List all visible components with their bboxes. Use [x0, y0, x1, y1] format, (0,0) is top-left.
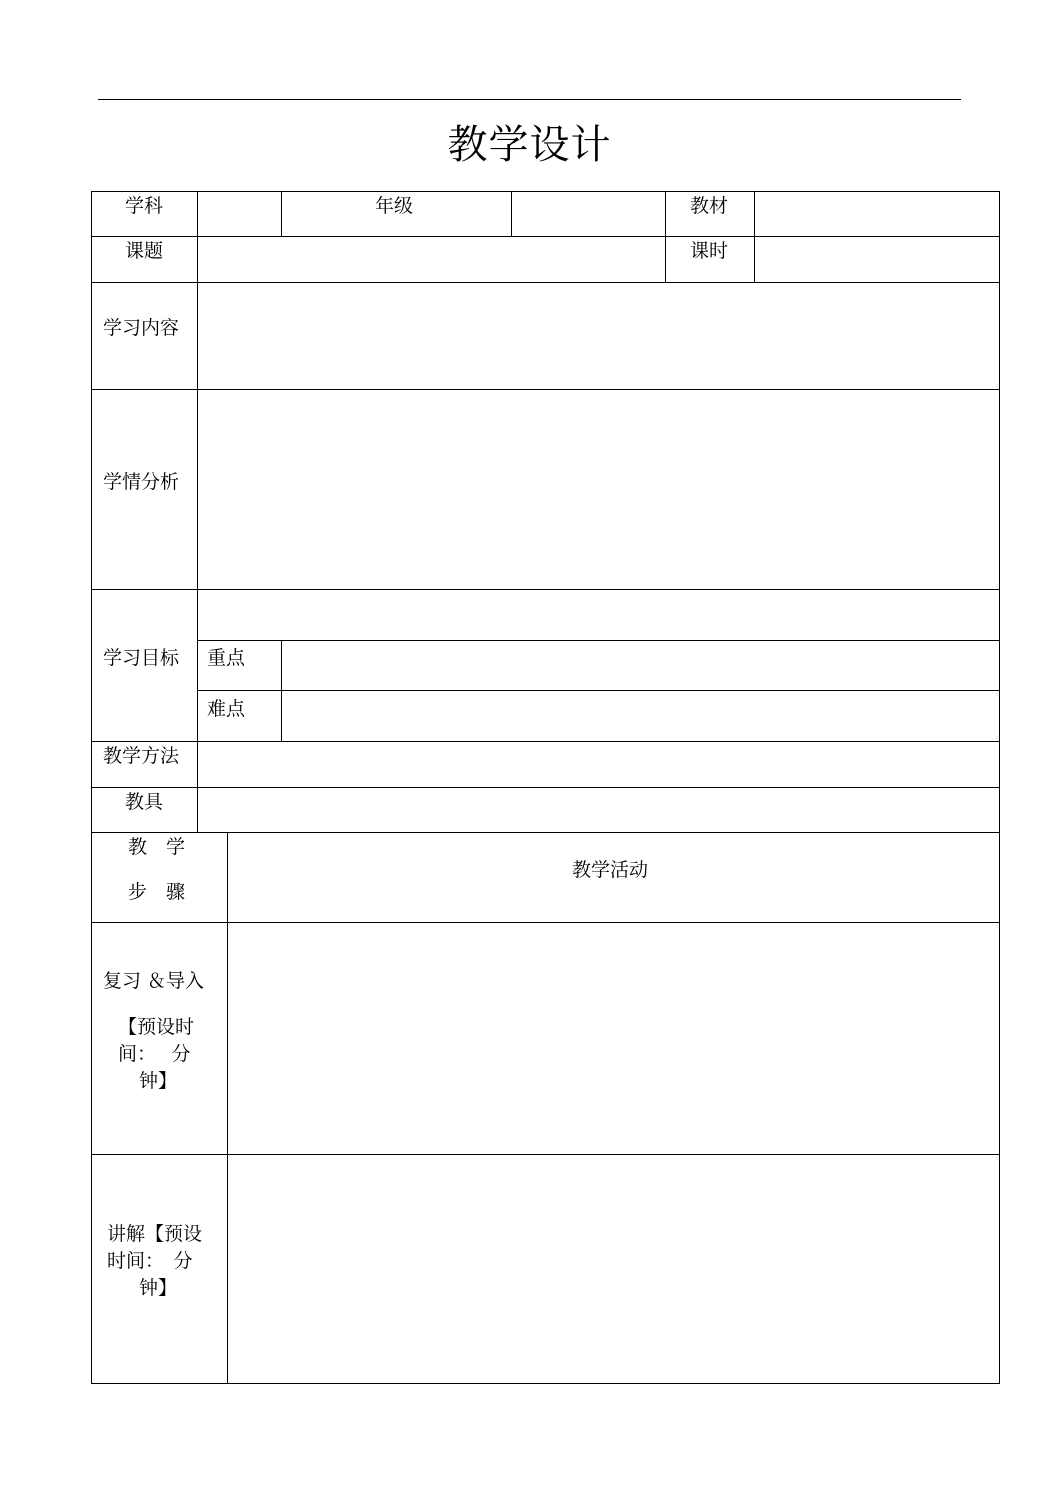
review-activity-field[interactable] [228, 923, 999, 1154]
steps-label-line1: 教 学 [128, 836, 186, 858]
review-label-line2: 【预设时 [118, 1016, 195, 1038]
review-label-line4: 钟】 [139, 1070, 178, 1092]
grade-field[interactable] [512, 192, 665, 236]
periods-field[interactable] [755, 237, 999, 282]
objectives-field[interactable] [198, 590, 999, 640]
textbook-label: 教材 [690, 195, 729, 217]
lecture-activity-field[interactable] [228, 1155, 999, 1383]
key-points-field[interactable] [282, 641, 999, 690]
key-points-label: 重点 [207, 647, 246, 669]
topic-field[interactable] [198, 237, 665, 282]
methods-field[interactable] [198, 742, 999, 787]
header-rule [98, 99, 961, 100]
textbook-field[interactable] [755, 192, 999, 236]
grade-label: 年级 [375, 195, 414, 217]
tools-field[interactable] [198, 788, 999, 832]
review-label-line3: 间： 分 [118, 1043, 191, 1065]
content-field[interactable] [198, 283, 999, 389]
column-divider [665, 191, 666, 282]
review-label-line1: 复习 ＆导入 [103, 970, 205, 992]
lecture-label-line3: 钟】 [139, 1277, 178, 1299]
page-title: 教学设计 [447, 122, 612, 168]
analysis-field[interactable] [198, 390, 999, 589]
difficult-points-label: 难点 [207, 698, 246, 720]
content-label: 学习内容 [103, 317, 180, 339]
tools-label: 教具 [125, 791, 164, 813]
lecture-label-line2: 时间： 分 [107, 1250, 193, 1272]
steps-label-line2: 步 骤 [128, 881, 186, 903]
objectives-label: 学习目标 [103, 647, 180, 669]
subject-field[interactable] [198, 192, 281, 236]
subject-label: 学科 [125, 195, 164, 217]
methods-label: 教学方法 [103, 745, 180, 767]
topic-label: 课题 [125, 240, 164, 262]
lecture-label-line1: 讲解【预设 [107, 1223, 203, 1245]
periods-label: 课时 [690, 240, 729, 262]
column-divider [281, 191, 282, 236]
activities-header: 教学活动 [572, 859, 649, 881]
analysis-label: 学情分析 [103, 471, 180, 493]
difficult-points-field[interactable] [282, 691, 999, 741]
